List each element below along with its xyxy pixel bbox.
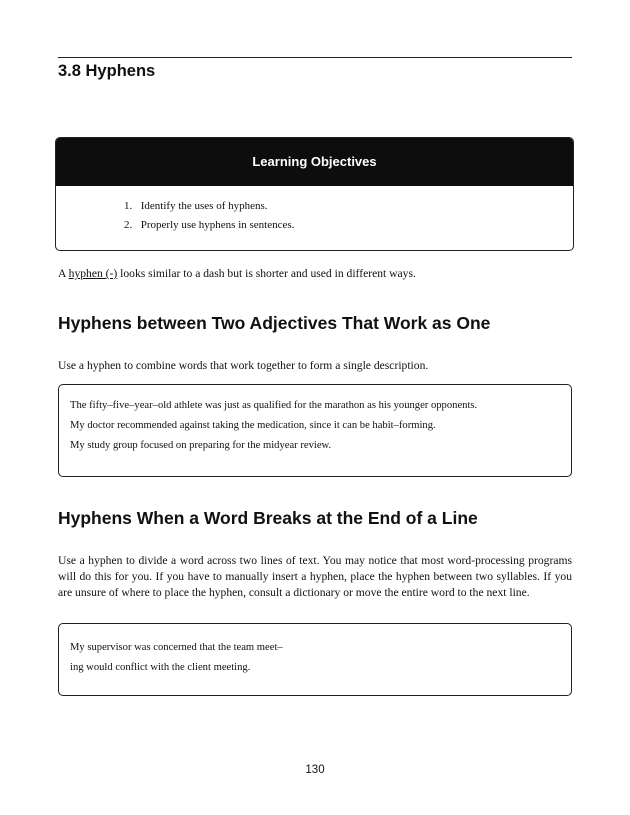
intro-paragraph [58, 266, 572, 282]
adjectives-example-box [58, 384, 572, 477]
objective-item [124, 200, 573, 213]
line-break-heading: Hyphens When a Word Breaks at the End of a Line [58, 508, 478, 528]
objective-text: Identify the uses of hyphens. [140, 200, 268, 212]
learning-objectives-box [55, 137, 574, 251]
objective-number: 2. [124, 219, 133, 231]
section-title: 3.8 Hyphens [58, 62, 156, 80]
objective-item [124, 219, 573, 232]
intro-suffix: looks similar to a dash but is shorter and used in different ways. [117, 267, 416, 280]
objectives-list [56, 186, 573, 232]
line-break-example-box [58, 623, 572, 696]
example-sentence: My study group focused on preparing for the midyear review. [70, 440, 332, 451]
header-rule [58, 57, 572, 58]
learning-objectives-heading: Learning Objectives [56, 138, 573, 186]
adjectives-heading: Hyphens between Two Adjectives That Work as One [58, 313, 491, 333]
page-number: 130 [305, 764, 325, 776]
intro-prefix: A [58, 267, 69, 280]
example-sentence: The fifty–five–year–old athlete was just as qualified for the marathon as his younger opponents. [70, 400, 478, 411]
objective-text: Properly use hyphens in sentences. [140, 219, 295, 231]
example-sentence: My doctor recommended against taking the medication, since it can be habit–forming. [70, 420, 436, 431]
adjectives-paragraph: Use a hyphen to combine words that work together to form a single description. [58, 359, 429, 372]
example-sentence: ing would conflict with the client meeting. [70, 662, 251, 673]
example-sentence: My supervisor was concerned that the team meet– [70, 642, 283, 653]
line-break-paragraph: Use a hyphen to divide a word across two lines of text. You may notice that most word-processing programs will do this for you. If you have to manually insert a hyphen, place the hyphen between two syllables. If you are unsure of where to place the hyphen, consult a dictionary or move the entire word to the next line. [58, 554, 572, 599]
hyphen-term-link[interactable]: hyphen (-) [68, 267, 118, 280]
objective-number: 1. [124, 200, 133, 212]
